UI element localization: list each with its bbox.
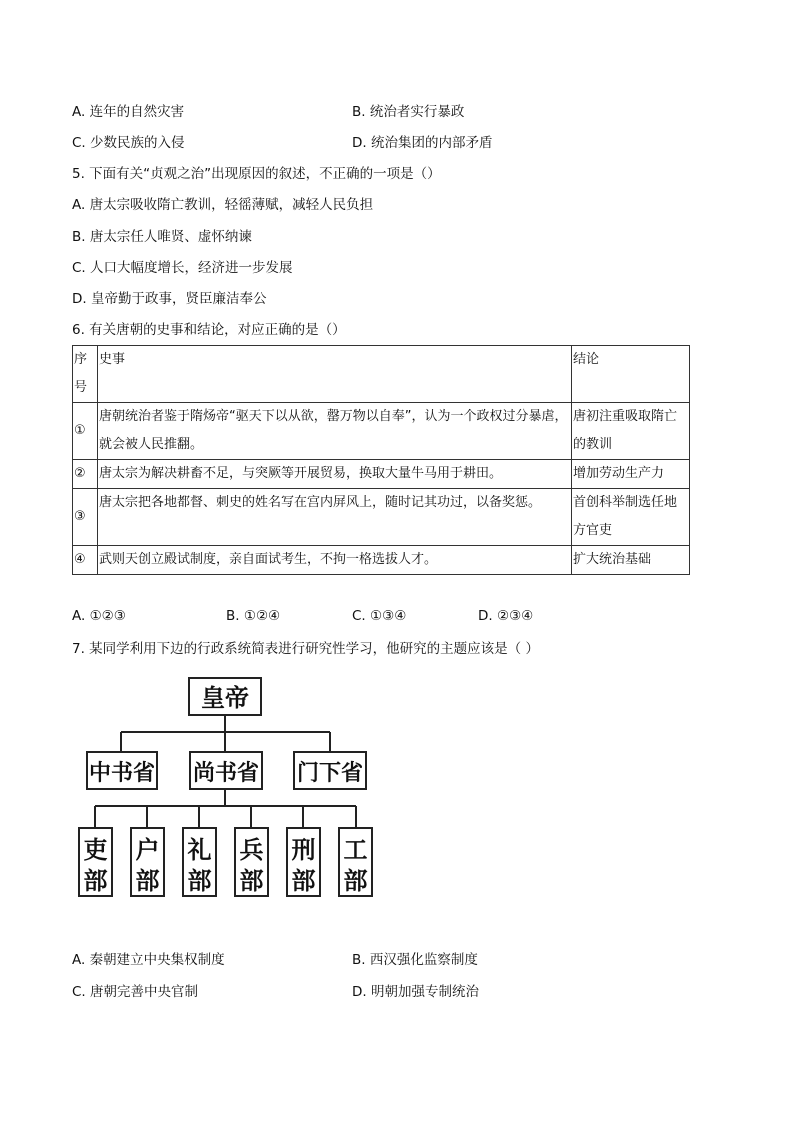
- administrative-system-diagram: [72, 668, 377, 908]
- row-fact: 唐太宗为解决耕畜不足，与突厥等开展贸易，换取大量牛马用于耕田。: [98, 460, 572, 489]
- table-row: [73, 489, 690, 546]
- q7-option-a: A. 秦朝建立中央集权制度: [72, 952, 225, 968]
- row-fact: 唐太宗把各地都督、刺史的姓名写在宫内屏风上，随时记其功过，以备奖惩。: [98, 489, 572, 546]
- shangshu-label: 尚书省: [192, 760, 260, 786]
- q4-option-c: C. 少数民族的入侵: [72, 135, 185, 151]
- header-conclusion: 结论: [572, 346, 690, 403]
- q4-option-b: B. 统治者实行暴政: [352, 104, 465, 120]
- row-conclusion: 唐初注重吸取隋亡的教训: [572, 403, 690, 460]
- q5-option-a: A. 唐太宗吸收隋亡教训，轻徭薄赋，减轻人民负担: [72, 197, 374, 213]
- q4-option-d: D. 统治集团的内部矛盾: [352, 135, 493, 151]
- zhongshu-label: 中书省: [88, 760, 156, 786]
- q5-option-d: D. 皇帝勤于政事，贤臣廉洁奉公: [72, 291, 267, 307]
- row-fact: 武则天创立殿试制度，亲自面试考生，不拘一格选拔人才。: [98, 546, 572, 575]
- ministry-char: 刑: [291, 835, 316, 864]
- q6-option-a: A. ①②③: [72, 608, 126, 624]
- row-number: ④: [73, 546, 98, 575]
- row-conclusion: 首创科举制选任地方官吏: [572, 489, 690, 546]
- ministry-char: 兵: [239, 835, 264, 864]
- ministry-char: 部: [187, 866, 212, 895]
- row-fact: 唐朝统治者鉴于隋炀帝“驱天下以从欲，罄万物以自奉”，认为一个政权过分暴虐，就会被人民推翻。: [98, 403, 572, 460]
- ministry-char: 部: [135, 866, 160, 895]
- row-number: ①: [73, 403, 98, 460]
- ministry-char: 户: [135, 835, 160, 864]
- q6-option-d: D. ②③④: [478, 608, 534, 624]
- menxia-label: 门下省: [296, 760, 364, 786]
- ministry-char: 部: [291, 866, 316, 895]
- ministry-char: 工: [343, 835, 368, 864]
- table-row: [73, 546, 690, 575]
- table-row: [73, 403, 690, 460]
- q6-stem: 6. 有关唐朝的史事和结论，对应正确的是（）: [72, 322, 346, 338]
- q5-option-b: B. 唐太宗任人唯贤、虚怀纳谏: [72, 229, 252, 245]
- q6-option-c: C. ①③④: [352, 608, 407, 624]
- header-number: 序号: [73, 346, 98, 403]
- q7-option-c: C. 唐朝完善中央官制: [72, 984, 199, 1000]
- ministry-char: 吏: [83, 835, 108, 864]
- ministry-char: 部: [239, 866, 264, 895]
- row-number: ③: [73, 489, 98, 546]
- history-table: [72, 345, 690, 575]
- q6-option-b: B. ①②④: [226, 608, 281, 624]
- ministry-char: 礼: [187, 835, 212, 864]
- emperor-label: 皇帝: [201, 683, 249, 712]
- ministry-char: 部: [343, 866, 368, 895]
- ministry-char: 部: [83, 866, 108, 895]
- q7-stem: 7. 某同学利用下边的行政系统简表进行研究性学习，他研究的主题应该是（ ）: [72, 641, 539, 657]
- q7-option-b: B. 西汉强化监察制度: [352, 952, 478, 968]
- q7-option-d: D. 明朝加强专制统治: [352, 984, 479, 1000]
- table-row: [73, 460, 690, 489]
- row-conclusion: 扩大统治基础: [572, 546, 690, 575]
- q5-option-c: C. 人口大幅度增长，经济进一步发展: [72, 260, 293, 276]
- q5-stem: 5. 下面有关“贞观之治”出现原因的叙述，不正确的一项是（）: [72, 166, 441, 182]
- row-conclusion: 增加劳动生产力: [572, 460, 690, 489]
- header-fact: 史事: [98, 346, 572, 403]
- q4-option-a: A. 连年的自然灾害: [72, 104, 185, 120]
- row-number: ②: [73, 460, 98, 489]
- table-header-row: [73, 346, 690, 403]
